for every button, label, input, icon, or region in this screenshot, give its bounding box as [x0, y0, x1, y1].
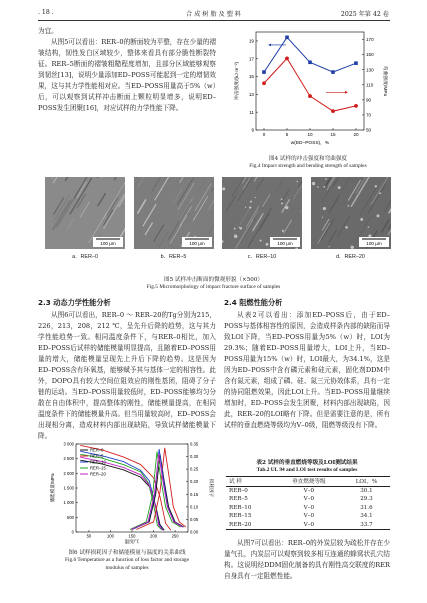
scale-bar-label: 100 μm [365, 241, 382, 246]
plot-frame [256, 32, 364, 130]
y2-tick-label: 150 [366, 52, 374, 58]
y-tick-label: 3 000 [63, 441, 74, 447]
x-tick-label: 200 [150, 533, 158, 539]
series-line-1 [264, 37, 356, 72]
legend-label: RER–0 [90, 447, 104, 453]
data-point [285, 36, 289, 40]
y2-tick-label: 90 [366, 97, 372, 103]
y-tick-label: 2 500 [63, 456, 74, 462]
table-cell: RER–0 [229, 487, 248, 494]
header-rule [38, 20, 390, 21]
micrograph-3 [222, 177, 302, 249]
figure-4-chart [232, 26, 390, 150]
data-point [262, 81, 266, 85]
x-tick-label: 10 [307, 132, 313, 137]
x-tick-label: 5 [285, 132, 289, 137]
figure-5-panels [45, 177, 390, 265]
arrowhead [268, 44, 271, 47]
figure-5-caption-cn: 图5 试样冲击断面的微观形貌（×500） [163, 277, 263, 283]
table-cell: V–0 [303, 487, 315, 494]
y-axis-label: 冲击强度/(kJ·m⁻²) [235, 61, 240, 101]
y2-tick-label: 0.00 [190, 529, 199, 535]
table-cell: RER–5 [229, 496, 248, 503]
closing-text [224, 538, 390, 582]
scale-bar-label: 100 μm [100, 241, 116, 246]
scale-bar-label: 100 μm [188, 241, 205, 246]
x-axis-label: w(ED–POSS)，% [290, 141, 330, 146]
y-tick-label: 1 000 [63, 500, 74, 506]
y2-tick-label: 0.25 [190, 466, 199, 472]
loss-factor-line [131, 454, 182, 529]
micrograph-4 [311, 177, 391, 249]
micrograph-label: c．RER–10 [247, 254, 277, 260]
y-tick-label: 19 [248, 38, 254, 44]
data-point [308, 60, 312, 64]
series-line-2 [264, 58, 356, 111]
table-cell: RER–10 [229, 504, 252, 511]
x-axis-label: 温度/℃ [124, 539, 140, 544]
table-2 [226, 476, 390, 530]
figure-6-caption-en: Fig.6 Temperature as a function of loss factor and storage [64, 557, 190, 563]
y-tick-label: 17 [248, 56, 254, 62]
data-point [354, 61, 358, 65]
table-header: 试 样 [229, 479, 242, 486]
paragraph: 从图5可以看出：RER–0的断面较为平整，存在少量的褶皱结构，韧性发白区域较少，整体来看具有部分脆性断裂特征。RER–5断面的褶皱粗糙程度增加，且部分区域能够观察到韧丝[13]，说明少量添加ED–POSS可能起到一定的增韧效果，这与其力学性能相对应。当ED–POSS用量高于5%（w）后，可以观察到试样冲击断面上颗粒明显增多，说明ED–POSS发生团聚[16]，对应试样的力学性能下降。 [38, 38, 216, 112]
y-tick-label: 9 [251, 127, 254, 133]
paragraph: 从图7可以看出：RER–0的外炭层较为疏松并存在少量气孔，内炭层可以观察到较多相互连通的蜂窝状孔穴结构。这说明经DDM固化制备的具有刚性高交联度的RER自身具有一定阻燃性能。 [224, 539, 390, 580]
figure-6-caption-cn: 图6 试样损耗因子和储能模量与温度的关系曲线 [68, 550, 186, 556]
section-2-3-title: 2.3 动态力学性能分析 [38, 298, 111, 307]
x-tick-label: 100 [106, 533, 114, 539]
page-number: . 18 . [38, 9, 54, 16]
y-tick-label: 0 [71, 529, 74, 535]
table-cell: V–0 [303, 513, 315, 520]
arrowhead [345, 91, 348, 94]
scale-bar-label: 100 μm [277, 241, 293, 246]
data-point [262, 70, 266, 74]
y-tick-label: 11 [249, 109, 254, 115]
x-tick-label: 0 [262, 132, 266, 137]
y-tick-label: 1 500 [63, 485, 74, 491]
y2-tick-label: 110 [366, 82, 374, 88]
data-point [331, 109, 335, 113]
paragraph: 为宜。 [38, 27, 58, 35]
x-tick-label: 20 [353, 132, 359, 137]
y-tick-label: 15 [248, 74, 254, 80]
table-cell: V–0 [303, 496, 315, 503]
table-row [226, 512, 390, 521]
y-tick-label: 500 [67, 514, 74, 520]
y2-axis-label: 损耗因子 [209, 478, 214, 498]
y2-tick-label: 50 [366, 127, 372, 133]
section-2-4-text [224, 310, 390, 431]
table-row [226, 504, 390, 513]
y2-tick-label: 0.10 [190, 504, 199, 510]
legend-label: RER–20 [90, 471, 106, 477]
table-cell: 33.7 [360, 521, 373, 528]
x-tick-label: 15 [330, 132, 336, 137]
micrograph-label: a．RER–0 [72, 254, 98, 260]
data-point [285, 56, 289, 60]
table-cell: V–0 [303, 521, 315, 528]
table-cell: 31.6 [360, 504, 373, 511]
micrograph-1 [45, 177, 125, 249]
table-row [226, 495, 390, 504]
table-cell: RER–20 [229, 521, 252, 528]
y-tick-label: 13 [248, 91, 254, 97]
data-point [308, 94, 312, 98]
table-row [226, 486, 390, 495]
legend-label: RER–5 [90, 453, 104, 459]
paragraph: 从表2可以看出：添加ED–POSS后，由于ED–POSS与基体相容性的原因，会造成样条内部的缺陷而导致LOI下降，当ED–POSS用量为5%（w）时，LOI为29.3%；随着ED–POSS用量增大，LOI上升，当ED–POSS用量为15%（w）时，LOI最大，为34.1%，这是因为ED–POSS中含有磷元素和硅元素，固化剂DDM中含有氮元素，组成了磷、硅、氮三元协效体系，具有一定的协同阻燃效果，因此LOI上升。当ED–POSS用量继续增加时，ED–POSS会发生团聚，材料内部出现缺陷，因此，RER–20的LOI略有下降。但是需要注意的是，所有试样的垂直燃烧等级均为V–0级，阻燃等级没有下降。 [224, 311, 390, 429]
micrograph-label: b．RER–5 [160, 254, 187, 260]
table-header: LOI，% [355, 479, 378, 486]
table-header: 垂直燃烧等级 [292, 479, 326, 486]
table-cell: V–0 [303, 504, 315, 511]
intro-text [38, 26, 216, 114]
figure-6-chart [48, 440, 216, 544]
y2-tick-label: 0.30 [190, 454, 199, 460]
y-axis-label: 储能模量/MPa [50, 473, 55, 503]
table-2-title-en: Tab.2 UL 94 and LOI test results of samples [256, 467, 358, 473]
table-cell: RER–15 [229, 513, 252, 520]
data-point [331, 70, 335, 74]
table-cell: 29.3 [360, 496, 373, 503]
figure-5-caption-en: Fig.5 Micromorphology of impact fracture surface of samples [146, 284, 281, 290]
legend-label: RER–15 [90, 465, 106, 471]
figure-4-caption-cn: 图4 试样的冲击强度和弯曲强度 [268, 156, 348, 162]
journal-name: 合 成 树 脂 及 塑 料 [185, 11, 242, 18]
y2-axis-label: 弯曲强度/MPa [382, 65, 387, 97]
x-tick-label: 150 [128, 533, 136, 539]
figure-6-caption-en-2: modulus of samples [105, 565, 149, 571]
y2-tick-label: 0.15 [190, 491, 199, 497]
table-cell: 30.1 [360, 487, 373, 494]
legend-label: RER–10 [90, 459, 106, 465]
y2-tick-label: 0.20 [190, 479, 199, 485]
y2-tick-label: 70 [366, 112, 372, 118]
table-row [226, 521, 390, 530]
section-2-4-title: 2.4 阻燃性能分析 [224, 298, 283, 307]
y2-tick-label: 130 [366, 67, 374, 73]
figure-4-caption-en: Fig.4 Impact strength and bending strength of samples [249, 163, 367, 169]
y2-tick-label: 170 [366, 37, 374, 43]
paragraph: 从图6可以看出，RER–0 ～ RER–20的Tg分别为215，226，213，208，212 ℃，呈先升后降的趋势，这与其力学性能趋势一致。相同温度条件下，与RER–0相比，加入ED–POSS后试样的储能模量明显提高，且随着ED–POSS用量的增大，储能模量呈现先上升后下降的趋势。这是因为ED–POSS含有环氧基，能够赋予其与基体一定的相容性。此外，DOPO具有较大空间位阻效应的刚性基团，阻碍了分子链的运动。当ED–POSS用量较低时，ED–POSS能够均匀分散在自由体积中，提高整体的刚性，储能模量提高，在相同温度条件下的储能模量升高。但当用量较高时，ED–POSS会出现相分离，造成材料内部出现缺陷，导致试样储能模量下降。 [38, 311, 216, 440]
micrograph-label: d．RER–20 [336, 254, 365, 260]
micrograph-2 [134, 177, 214, 249]
x-tick-label: 250 [171, 533, 179, 539]
section-2-3-text [38, 310, 216, 442]
journal-issue: 2025 年第 42 卷 [340, 11, 389, 18]
y-tick-label: 2 000 [63, 470, 74, 476]
y2-tick-label: 0.05 [190, 516, 199, 522]
table-2-title-cn: 表2 试样的垂直燃烧等级及LOI测试结果 [256, 460, 358, 466]
x-tick-label: 50 [86, 533, 92, 539]
data-point [354, 104, 358, 108]
table-cell: 34.1 [360, 513, 373, 520]
y2-tick-label: 0.35 [190, 441, 199, 447]
